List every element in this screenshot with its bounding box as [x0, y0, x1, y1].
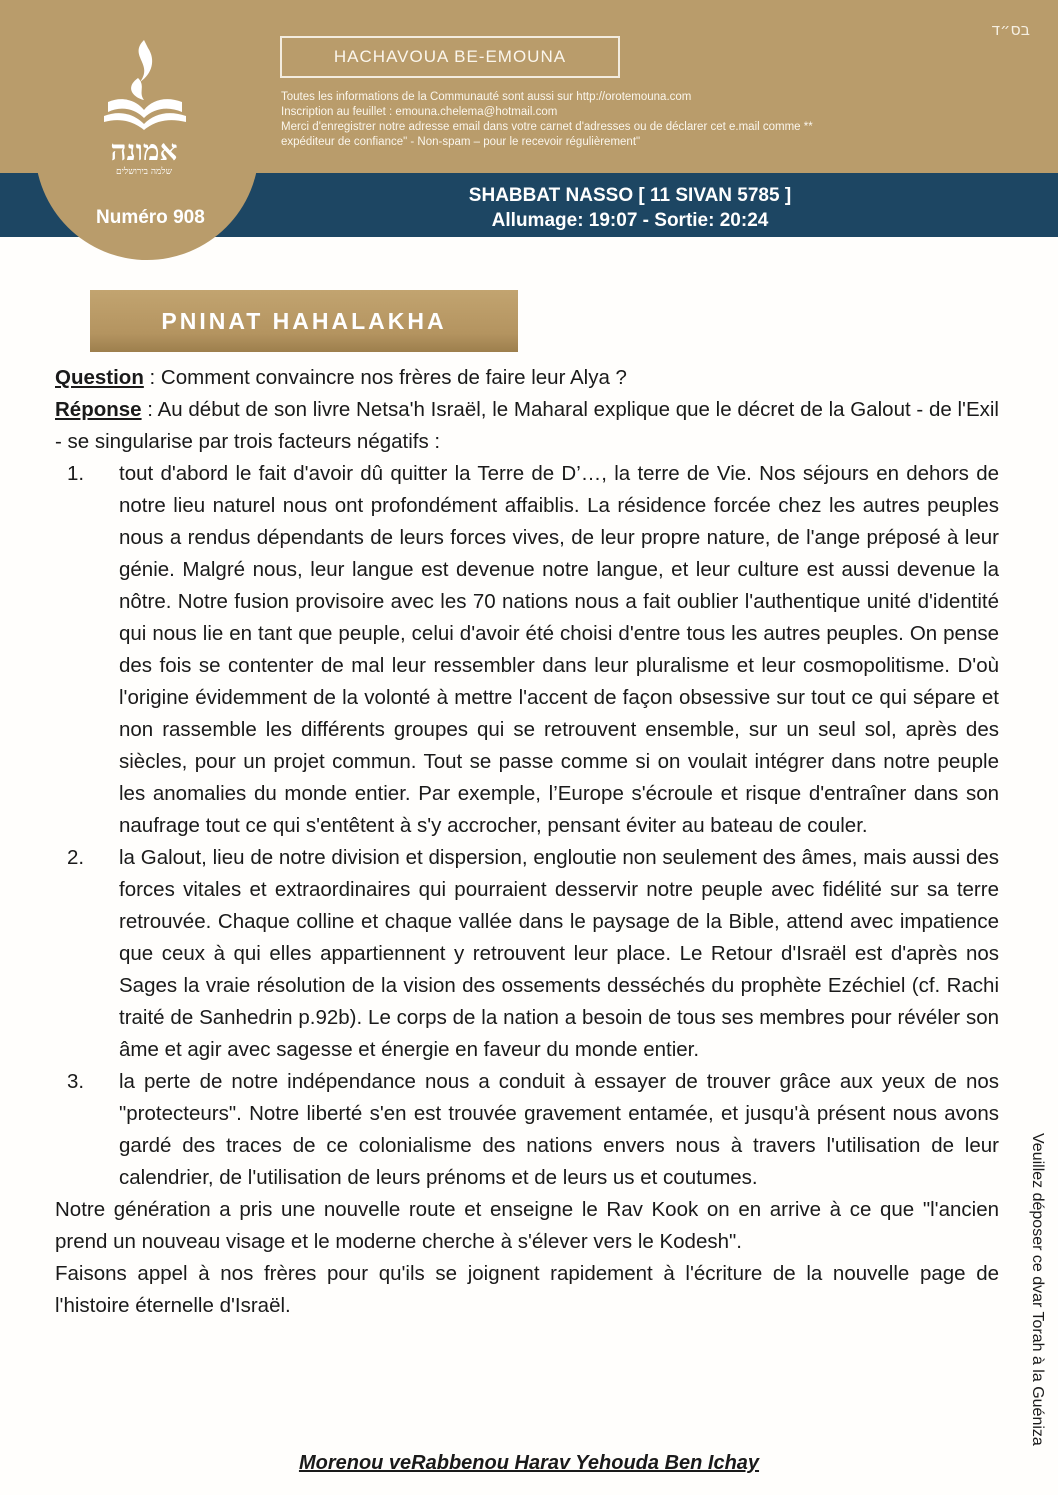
info-line: Toutes les informations de la Communauté sont aussi sur http://orotemouna.com	[281, 91, 692, 103]
answer-text: : Au début de son livre Netsa'h Israël, le Maharal explique que le décret de la Galout - de l'Exil - se singularise par trois facteurs négatifs :	[55, 398, 999, 453]
info-line: Merci d'enregistrer notre adresse email dans votre carnet d'adresses ou de déclarer cet e.mail comme **	[281, 121, 813, 133]
candle-times: Allumage: 19:07 - Sortie: 20:24	[491, 210, 769, 231]
shabbat-title: SHABBAT NASSO [ 11 SIVAN 5785 ]	[468, 185, 792, 206]
bsd-mark: בס״ד	[991, 20, 1030, 39]
info-block	[281, 90, 961, 150]
shabbat-info	[330, 183, 930, 233]
item-number: 2.	[67, 846, 85, 869]
question-label: Question	[55, 366, 144, 389]
item-number: 3.	[67, 1070, 85, 1093]
item-text: tout d'abord le fait d'avoir dû quitter la Terre de D’…, la terre de Vie. Nos séjours en dehors de notre lieu naturel nous ont profondément affaiblis. La résidence forcée chez les autres peuples nous a rendus dépendants de leurs forces vives, de leur propre nature, de l'ange préposé à leur génie. Malgré nous, leur langue est devenue notre langue, et leur culture est aussi devenue la nôtre. Notre fusion provisoire avec les 70 nations nous a fait oublier l'authentique unité d'identité qui nous lie en tant que peuple, celui d'avoir été choisi d'entre tous les autres peuples. On pense des fois se contenter de mal leur ressembler dans leur pluralisme et leur cosmopolitisme. D'où l'origine évidemment de la volonté à mettre l'accent de façon obsessive sur tout ce qui sépare et non rassemble les différents groupes qui se retrouvent ensemble, sur un seul sol, après des siècles, pour un projet commun. Tout se passe comme si on voulait intégrer dans notre peuple les anomalies du monde entier. Par exemple, l’Europe s'écroule et risque d'entraîner dans son naufrage tout ce qui s'entêtent à s'y accrocher, pensant éviter au bateau de couler.	[119, 462, 999, 837]
conclusion-paragraph: Notre génération a pris une nouvelle route et enseigne le Rav Kook on en arrive à ce que "l'ancien prend un nouveau visage et le moderne cherche à s'élever vers le Kodesh".	[55, 1198, 999, 1253]
info-line: Inscription au feuillet : emouna.chelema@hotmail.com	[281, 106, 558, 118]
item-number: 1.	[67, 462, 85, 485]
logo-text: אמונה	[110, 134, 178, 167]
conclusion-paragraph: Faisons appel à nos frères pour qu'ils se joignent rapidement à l'écriture de la nouvelle page de l'histoire éternelle d'Israël.	[55, 1262, 999, 1317]
emouna-logo-icon	[98, 38, 194, 178]
question-text: : Comment convaincre nos frères de faire leur Alya ?	[143, 366, 627, 389]
item-text: la Galout, lieu de notre division et dispersion, engloutie non seulement des âmes, mais aussi des forces vitales et extraordinaires qui pourraient desservir notre peuple avec fidélité sur sa terre retrouvée. Chaque colline et chaque vallée dans le paysage de la Bible, attend avec impatience que ceux à qui elles appartiennent y retrouvent leur place. Le Retour d'Israël est d'après nos Sages la vraie résolution de la vision des ossements desséchés du prophète Ezéchiel (cf. Rachi traité de Sanhedrin p.92b). Le corps de la nation a besoin de tous ses membres pour révéler son âme et agir avec sagesse et énergie en faveur du monde entier.	[119, 846, 999, 1061]
list-item	[55, 458, 999, 842]
guenizah-note: Veuillez déposer ce dvar Torah à la Guéniza	[1029, 1133, 1046, 1446]
question-paragraph	[55, 362, 999, 394]
list-item	[55, 842, 999, 1066]
section-banner: PNINAT HAHALAKHA	[90, 290, 518, 352]
logo-subtext: שלמה בירושלים	[116, 167, 172, 177]
info-line: expéditeur de confiance" - Non-spam – pour le recevoir régulièrement"	[281, 136, 641, 148]
issue-number: Numéro 908	[96, 207, 205, 228]
answer-label: Réponse	[55, 398, 142, 421]
points-list	[55, 458, 999, 1194]
answer-paragraph	[55, 394, 999, 458]
list-item	[55, 1066, 999, 1194]
publication-title: HACHAVOUA BE-EMOUNA	[280, 36, 620, 78]
article-body	[55, 362, 999, 1322]
author-signature: Morenou veRabbenou Harav Yehouda Ben Ichay	[298, 1452, 760, 1474]
item-text: la perte de notre indépendance nous a conduit à essayer de trouver grâce aux yeux de nos "protecteurs". Notre liberté s'en est trouvée gravement entamée, et jusqu'à présent nous avons gardé des traces de ce colonialisme des nations envers nous à travers l'utilisation de leur calendrier, de l'utilisation de leurs prénoms et de leurs us et coutumes.	[119, 1070, 999, 1189]
